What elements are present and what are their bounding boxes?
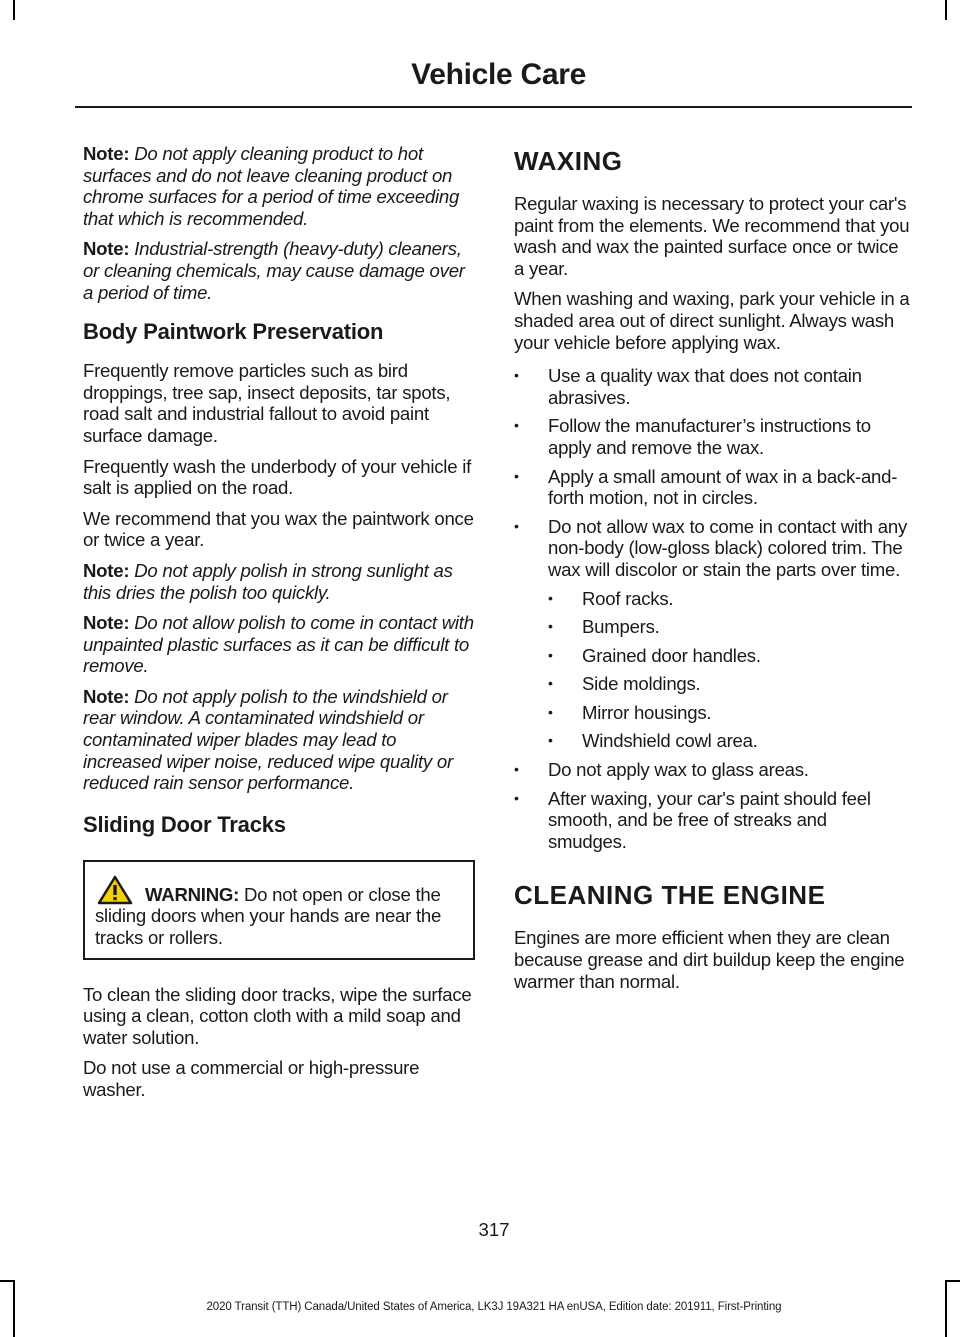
right-column: [514, 140, 910, 1001]
sub-list-item: • Windshield cowl area.: [548, 730, 910, 752]
left-column: [83, 143, 475, 1110]
list-item: [514, 788, 910, 853]
note-polish-sunlight: [83, 560, 475, 603]
sub-list-item: • Side moldings.: [548, 673, 910, 695]
list-item: [514, 516, 910, 752]
sliding-door-tracks-heading: Sliding Door Tracks: [83, 811, 286, 837]
note-label: Note:: [83, 143, 130, 164]
footer-edition-info: 2020 Transit (TTH) Canada/United States of America, LK3J 19A321 HA enUSA, Edition date: 201911, First-Printing: [206, 1301, 782, 1313]
list-item: [514, 759, 910, 781]
cleaning-engine-heading: CLEANING THE ENGINE: [514, 880, 826, 911]
note-text: Do not apply polish in strong sunlight as this dries the polish too quickly.: [83, 559, 453, 603]
list-item-text: Follow the manufacturer’s instructions to apply and remove the wax.: [548, 415, 871, 458]
body-paragraph: We recommend that you wax the paintwork once or twice a year.: [83, 507, 474, 551]
note-polish-plastic: [83, 612, 475, 677]
crop-mark-top-left-vertical: [13, 0, 15, 20]
note-cleaning-hot-surfaces: [83, 143, 475, 229]
list-item-text: Do not apply wax to glass areas.: [548, 759, 809, 781]
note-label: Note:: [83, 612, 130, 634]
sub-list-item: • Mirror housings.: [548, 702, 910, 724]
note-label: Note:: [83, 685, 130, 707]
warning-label: WARNING:: [145, 883, 240, 905]
crop-mark-top-right-vertical: [945, 0, 947, 20]
body-paragraph: Frequently remove particles such as bird droppings, tree sap, insect deposits, tar spots, road salt and industrial fallout to avoid paint surface damage.: [83, 360, 451, 446]
sub-list-item: • Grained door handles.: [548, 645, 910, 667]
page-title: Vehicle Care: [411, 58, 586, 91]
note-label: Note:: [83, 238, 130, 260]
crop-mark-bottom-left-horizontal: [0, 1280, 15, 1282]
waxing-paragraph: Regular waxing is necessary to protect your car's paint from the elements. We recommend that you wash and wax the painted surface once or twice a year.: [514, 193, 910, 279]
page-number: 317: [478, 1219, 510, 1240]
note-text: Do not apply polish to the windshield or rear window. A contaminated windshield or contaminated wiper blades may lead to increased wiper noise, reduced wipe quality or reduced rain sensor performance.: [83, 685, 453, 794]
warning-box: [83, 860, 475, 960]
engine-paragraph: Engines are more efficient when they are clean because grease and dirt buildup keep the engine warmer than normal.: [514, 927, 905, 992]
note-text: Industrial-strength (heavy-duty) cleaners, or cleaning chemicals, may cause damage over a period of time.: [83, 238, 465, 303]
waxing-heading: WAXING: [514, 146, 623, 176]
note-industrial-cleaners: [83, 238, 475, 303]
body-paintwork-heading: Body Paintwork Preservation: [83, 319, 384, 345]
sub-list-item: • Bumpers.: [548, 616, 910, 638]
list-item-text: Apply a small amount of wax in a back-and-forth motion, not in circles.: [548, 465, 898, 509]
sliding-paragraph: Do not use a commercial or high-pressure washer.: [83, 1057, 420, 1100]
list-item-text: After waxing, your car's paint should feel smooth, and be free of streaks and smudges.: [548, 787, 871, 852]
trim-sub-list: [548, 588, 910, 753]
waxing-paragraph: When washing and waxing, park your vehicle in a shaded area out of direct sunlight. Always wash your vehicle before applying wax.: [514, 288, 910, 353]
note-text: Do not apply cleaning product to hot surfaces and do not leave cleaning product on chrome surfaces for a period of time exceeding that which is recommended.: [83, 143, 460, 229]
list-item: [514, 365, 910, 408]
list-item: [514, 415, 910, 458]
note-label: Note:: [83, 559, 130, 581]
waxing-bullet-list: [514, 365, 910, 852]
warning-triangle-icon: [97, 875, 133, 905]
note-polish-windshield: [83, 686, 475, 794]
crop-mark-bottom-right-horizontal: [945, 1280, 960, 1282]
header-divider: [75, 106, 912, 108]
list-item-text: Do not allow wax to come in contact with any non-body (low-gloss black) colored trim. The wax will discolor or stain the parts over time.: [548, 515, 907, 580]
sliding-paragraph: To clean the sliding door tracks, wipe the surface using a clean, cotton cloth with a mild soap and water solution.: [83, 983, 472, 1048]
warning-text: Do not open or close the sliding doors when your hands are near the tracks or rollers.: [95, 883, 442, 949]
body-paragraph: Frequently wash the underbody of your vehicle if salt is applied on the road.: [83, 455, 471, 499]
list-item: [514, 466, 910, 509]
list-item-text: Use a quality wax that does not contain abrasives.: [548, 365, 862, 408]
note-text: Do not allow polish to come in contact with unpainted plastic surfaces as it can be difficult to remove.: [83, 612, 474, 677]
warning-text-block: [95, 884, 461, 949]
sub-list-item: • Roof racks.: [548, 588, 910, 610]
